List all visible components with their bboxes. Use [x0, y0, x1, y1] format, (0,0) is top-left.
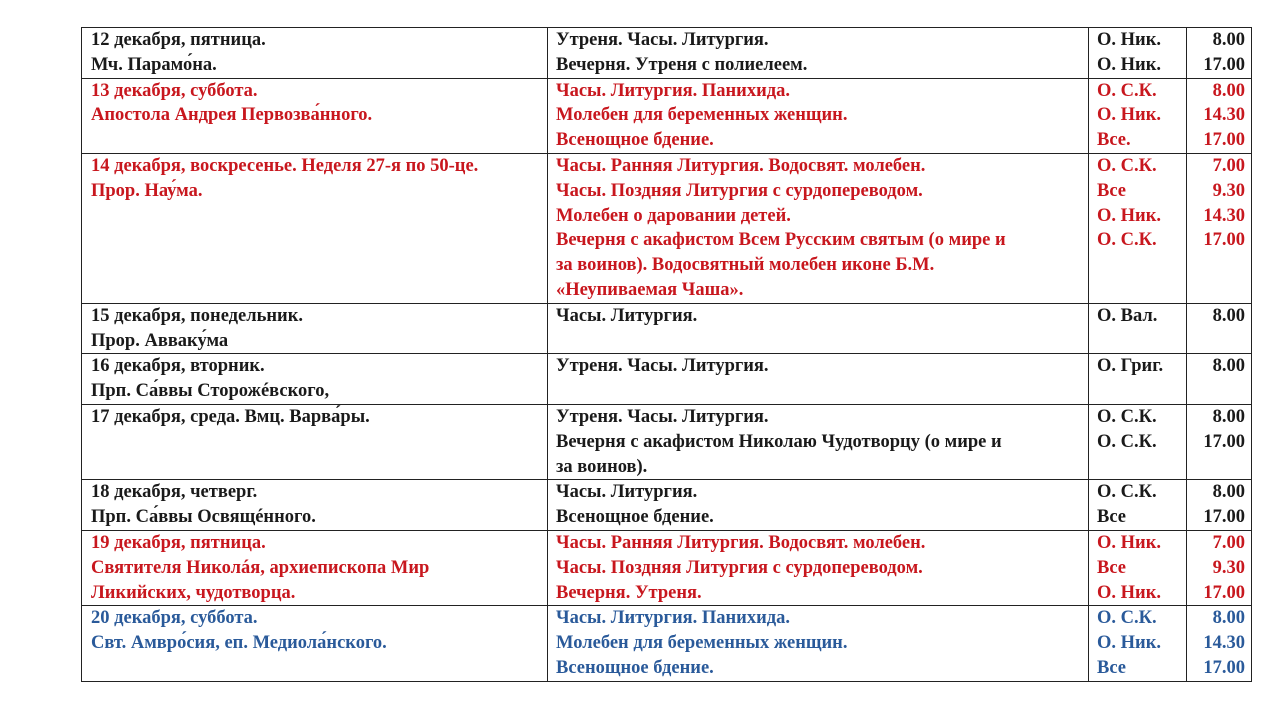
service-line: Утреня. Часы. Литургия. [556, 30, 769, 50]
priest-cell [1089, 530, 1187, 605]
day-line: Прп. Са́ввы Освящéнного. [91, 507, 316, 528]
priest-name: О. С.К. [1097, 155, 1157, 176]
service-line: Утреня. Часы. Литургия. [556, 406, 769, 427]
service-line: Всенощное бдение. [556, 130, 714, 151]
priest-name: О. С.К. [1097, 608, 1157, 629]
services-cell [548, 354, 1089, 405]
service-time: 17.00 [1203, 431, 1245, 452]
day-line: 17 декабря, среда. Вмц. Варва́ры. [91, 406, 370, 427]
day-line: Прор. Аввaку́ма [91, 330, 229, 351]
table-row [82, 404, 1252, 479]
priest-cell [1089, 404, 1187, 479]
priest-name: О. Ник. [1097, 105, 1161, 126]
service-line: Часы. Литургия. Панихида. [556, 608, 790, 629]
service-line: Часы. Ранняя Литургия. Водосвят. молебен. [556, 155, 926, 176]
day-line: 15 декабря, понедельник. [91, 305, 303, 326]
priest-name: О. Ник. [1097, 30, 1161, 50]
priest-name: Все [1097, 657, 1126, 678]
service-line: Молебен для беременных женщин. [556, 105, 848, 126]
service-line: Часы. Поздняя Литургия с сурдопереводом. [556, 557, 923, 578]
service-time: 8.00 [1212, 482, 1245, 503]
services-cell [548, 28, 1089, 79]
day-line: Апостола Андрея Первозва́нного. [91, 105, 373, 126]
service-time: 8.00 [1212, 406, 1245, 427]
priest-name: О. С.К. [1097, 431, 1157, 452]
time-cell [1187, 480, 1252, 531]
service-line: Часы. Литургия. [556, 482, 698, 503]
day-line: 18 декабря, четверг. [91, 482, 258, 503]
priest-cell [1089, 606, 1187, 681]
time-cell [1187, 354, 1252, 405]
time-cell [1187, 303, 1252, 354]
priest-name: О. Григ. [1097, 356, 1164, 377]
priest-name: О. С.К. [1097, 230, 1157, 251]
table-row [82, 354, 1252, 405]
priest-cell [1089, 303, 1187, 354]
time-cell [1187, 404, 1252, 479]
priest-name: О. С.К. [1097, 80, 1157, 101]
day-line: Мч. Парамо́на. [91, 54, 217, 75]
service-line: за воинов). Водосвятный молебен иконе Б.М. [556, 255, 935, 276]
day-line: 14 декабря, воскресенье. Неделя 27-я по 50-це. [91, 155, 479, 176]
service-time: 8.00 [1212, 30, 1245, 50]
time-cell [1187, 78, 1252, 153]
priest-cell [1089, 354, 1187, 405]
priest-cell [1089, 480, 1187, 531]
priest-cell [1089, 78, 1187, 153]
priest-name: О. Ник. [1097, 205, 1161, 226]
service-line: за воинов). [556, 456, 648, 477]
day-cell [82, 480, 548, 531]
service-time: 9.30 [1212, 180, 1245, 201]
priest-cell [1089, 28, 1187, 79]
day-cell [82, 28, 548, 79]
service-line: Утреня. Часы. Литургия. [556, 356, 769, 377]
service-line: Вечерня. Утреня с полиелеем. [556, 54, 808, 75]
service-line: Часы. Ранняя Литургия. Водосвят. молебен. [556, 532, 926, 553]
service-time: 17.00 [1203, 657, 1245, 678]
service-line: Молебен о даровании детей. [556, 205, 791, 226]
day-line: Прор. Нау́ма. [91, 180, 203, 201]
service-time: 8.00 [1212, 356, 1245, 377]
service-time: 17.00 [1203, 130, 1245, 151]
priest-name: Все. [1097, 130, 1131, 151]
schedule-table [81, 27, 1252, 682]
service-time: 17.00 [1203, 230, 1245, 251]
service-line: Молебен для беременных женщин. [556, 633, 848, 654]
service-time: 9.30 [1212, 557, 1245, 578]
service-line: Вечерня. Утреня. [556, 582, 702, 603]
service-time: 17.00 [1203, 582, 1245, 603]
table-row [82, 78, 1252, 153]
service-time: 14.30 [1203, 205, 1245, 226]
day-cell [82, 303, 548, 354]
priest-name: О. Ник. [1097, 54, 1161, 75]
time-cell [1187, 153, 1252, 303]
service-line: Вечерня с акафистом Николаю Чудотворцу (о мире и [556, 431, 1002, 452]
priest-name: О. Ник. [1097, 582, 1161, 603]
day-cell [82, 404, 548, 479]
service-time: 14.30 [1203, 633, 1245, 654]
service-line: Часы. Поздняя Литургия с сурдопереводом. [556, 180, 923, 201]
day-line: 16 декабря, вторник. [91, 356, 265, 377]
services-cell [548, 303, 1089, 354]
service-line: Вечерня с акафистом Всем Русским святым (о мире и [556, 230, 1006, 251]
service-time: 7.00 [1212, 155, 1245, 176]
table-row [82, 480, 1252, 531]
service-time: 8.00 [1212, 305, 1245, 326]
priest-name: О. Ник. [1097, 633, 1161, 654]
day-line: Свт. Амвро́сия, еп. Медиола́нского. [91, 633, 387, 654]
table-row [82, 606, 1252, 681]
service-time: 14.30 [1203, 105, 1245, 126]
priest-name: О. Ник. [1097, 532, 1161, 553]
day-cell [82, 354, 548, 405]
day-cell [82, 530, 548, 605]
service-time: 7.00 [1212, 532, 1245, 553]
service-line: Часы. Литургия. Панихида. [556, 80, 790, 101]
priest-name: О. Вал. [1097, 305, 1158, 326]
table-row [82, 153, 1252, 303]
priest-name: О. С.К. [1097, 482, 1157, 503]
time-cell [1187, 606, 1252, 681]
services-cell [548, 153, 1089, 303]
service-time: 8.00 [1212, 608, 1245, 629]
priest-name: Все [1097, 507, 1126, 528]
table-row [82, 303, 1252, 354]
services-cell [548, 480, 1089, 531]
day-line: 13 декабря, суббота. [91, 80, 258, 101]
day-line: Прп. Са́ввы Сторожéвского, [91, 381, 330, 402]
service-line: Всенощное бдение. [556, 507, 714, 528]
service-time: 8.00 [1212, 80, 1245, 101]
service-time: 17.00 [1203, 507, 1245, 528]
time-cell [1187, 530, 1252, 605]
day-line: Ликийских, чудотворца. [91, 582, 296, 603]
priest-name: О. С.К. [1097, 406, 1157, 427]
services-cell [548, 78, 1089, 153]
service-line: Часы. Литургия. [556, 305, 698, 326]
table-row [82, 530, 1252, 605]
day-cell [82, 153, 548, 303]
service-time: 17.00 [1203, 54, 1245, 75]
services-cell [548, 404, 1089, 479]
priest-name: Все [1097, 180, 1126, 201]
day-line: 19 декабря, пятница. [91, 532, 266, 553]
services-cell [548, 606, 1089, 681]
day-line: 12 декабря, пятница. [91, 30, 266, 50]
services-cell [548, 530, 1089, 605]
priest-cell [1089, 153, 1187, 303]
service-line: Всенощное бдение. [556, 657, 714, 678]
time-cell [1187, 28, 1252, 79]
table-row [82, 28, 1252, 79]
schedule-body [82, 28, 1252, 682]
service-line: «Неупиваемая Чаша». [556, 279, 744, 300]
day-line: 20 декабря, суббота. [91, 608, 258, 629]
day-cell [82, 78, 548, 153]
day-line: Святителя Николáя, архиепископа Мир [91, 557, 430, 578]
day-cell [82, 606, 548, 681]
priest-name: Все [1097, 557, 1126, 578]
